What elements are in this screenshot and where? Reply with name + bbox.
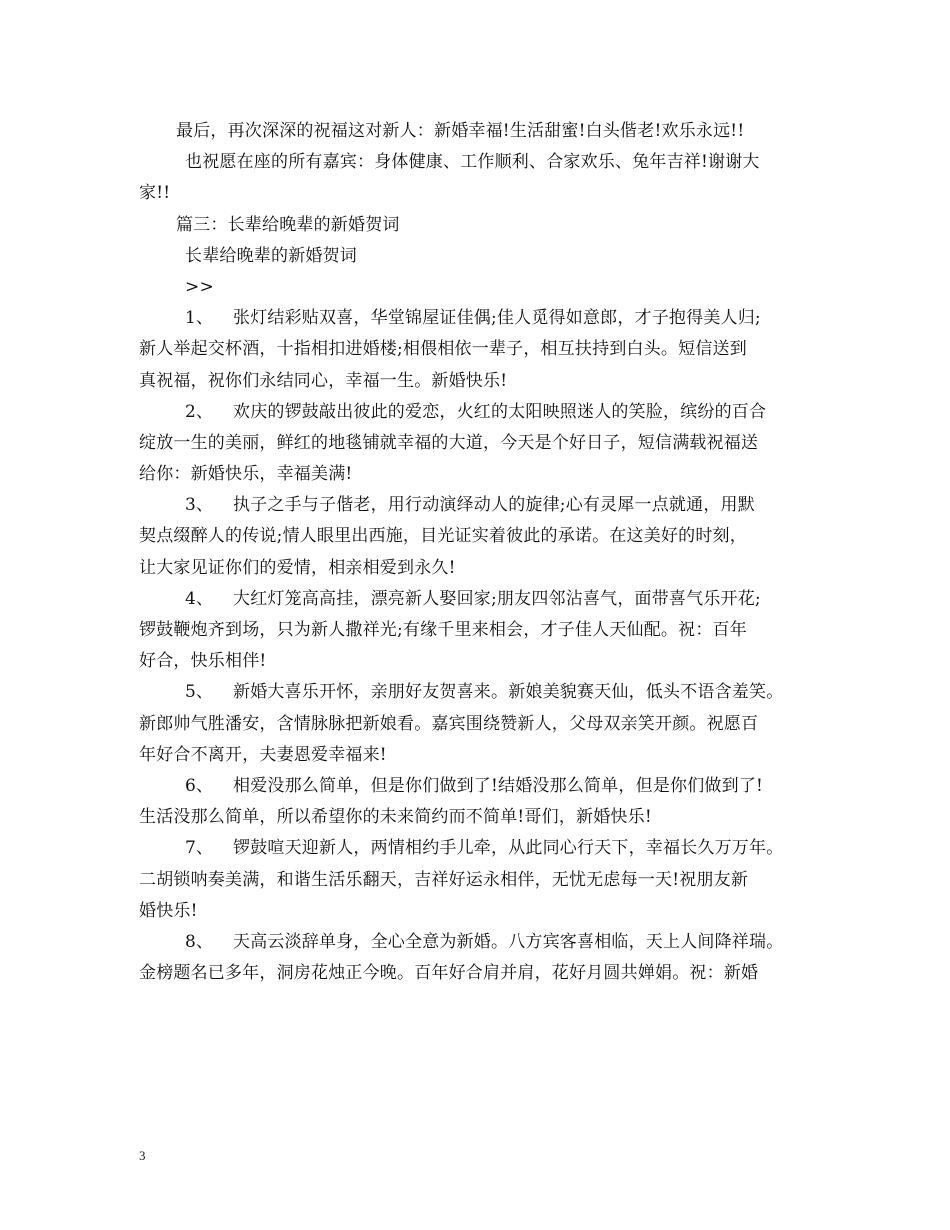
item-text: 大红灯笼高高挂，漂亮新人娶回家;朋友四邻沾喜气，面带喜气乐开花; bbox=[233, 588, 761, 609]
item-text: 欢庆的锣鼓敲出彼此的爱恋，火红的太阳映照迷人的笑脸，缤纷的百合 bbox=[233, 401, 767, 422]
item-text: 新婚大喜乐开怀，亲朋好友贺喜来。新娘美貌赛天仙，低头不语含羞笑。 bbox=[233, 682, 784, 703]
list-item-7-line: 婚快乐! bbox=[139, 900, 198, 921]
list-item-7-line: 二胡锁呐奏美满，和谐生活乐翻天，吉祥好运永相伴，无忧无虑每一天!祝朋友新 bbox=[139, 869, 749, 890]
list-item-8-line: 金榜题名已多年，洞房花烛正今晚。百年好合肩并肩，花好月圆共婵娟。祝：新婚 bbox=[139, 963, 759, 984]
article-title: 长辈给晚辈的新婚贺词 bbox=[185, 245, 357, 266]
list-item-6-line: 生活没那么简单，所以希望你的未来简约而不简单!哥们，新婚快乐! bbox=[139, 807, 652, 828]
item-number: 3、 bbox=[185, 495, 214, 516]
list-item-3-first-line bbox=[139, 490, 829, 521]
item-number: 2、 bbox=[185, 401, 214, 422]
item-number: 5、 bbox=[185, 682, 214, 703]
item-number: 1、 bbox=[185, 308, 214, 329]
list-item-5-first-line bbox=[139, 677, 829, 708]
document-body bbox=[139, 116, 829, 989]
closing-blessing-line: 最后，再次深深的祝福这对新人：新婚幸福!生活甜蜜!白头偕老!欢乐永远!! bbox=[176, 121, 745, 141]
list-item-2-line: 绽放一生的美丽，鲜红的地毯铺就幸福的大道，今天是个好日子，短信满载祝福送 bbox=[139, 432, 759, 453]
list-item-6-first-line bbox=[139, 771, 829, 802]
list-item-5-line: 年好合不离开，夫妻恩爱幸福来! bbox=[139, 744, 387, 765]
item-text: 天高云淡辞单身，全心全意为新婚。八方宾客喜相临，天上人间降祥瑞。 bbox=[233, 931, 784, 952]
list-item-3-line: 让大家见证你们的爱情，相亲相爱到永久! bbox=[139, 557, 456, 578]
item-number: 4、 bbox=[185, 588, 214, 609]
list-item-7-first-line bbox=[139, 833, 829, 864]
list-item-1-line: 新人举起交杯酒，十指相扣进婚楼;相偎相依一辈子，相互扶持到白头。短信送到 bbox=[139, 339, 747, 360]
item-number: 8、 bbox=[185, 931, 214, 952]
list-item-4-line: 锣鼓鞭炮齐到场，只为新人撒祥光;有缘千里来相会，才子佳人天仙配。祝：百年 bbox=[139, 620, 747, 640]
list-item-8-first-line bbox=[139, 927, 829, 958]
list-item-3-line: 契点缀醉人的传说;情人眼里出西施，目光证实着彼此的承诺。在这美好的时刻， bbox=[139, 526, 747, 547]
guest-blessing-line: 也祝愿在座的所有嘉宾：身体健康、工作顺利、合家欢乐、兔年吉祥!谢谢大 bbox=[185, 152, 760, 173]
item-text: 张灯结彩贴双喜，华堂锦屋证佳偶;佳人觅得如意郎，才子抱得美人归; bbox=[233, 308, 761, 329]
list-item-2-first-line bbox=[139, 397, 829, 428]
list-item-1-first-line bbox=[139, 303, 829, 334]
section-heading: 篇三：长辈给晚辈的新婚贺词 bbox=[176, 214, 400, 235]
item-text: 相爱没那么简单，但是你们做到了!结婚没那么简单，但是你们做到了! bbox=[233, 775, 764, 796]
list-item-5-line: 新郎帅气胜潘安，含情脉脉把新娘看。嘉宾围绕赞新人，父母双亲笑开颜。祝愿百 bbox=[139, 713, 759, 734]
list-marker: >> bbox=[185, 276, 214, 297]
item-number: 7、 bbox=[185, 838, 214, 859]
page-number: 3 bbox=[139, 1148, 146, 1163]
list-item-2-line: 给你：新婚快乐，幸福美满! bbox=[139, 464, 353, 485]
list-item-1-line: 真祝福，祝你们永结同心，幸福一生。新婚快乐! bbox=[139, 370, 508, 391]
item-text: 锣鼓喧天迎新人，两情相约手儿牵，从此同心行天下，幸福长久万万年。 bbox=[233, 838, 784, 859]
list-item-4-line: 好合，快乐相伴! bbox=[139, 651, 267, 672]
list-item-4-first-line bbox=[139, 584, 829, 615]
item-number: 6、 bbox=[185, 775, 214, 796]
item-text: 执子之手与子偕老，用行动演绎动人的旋律;心有灵犀一点就通，用默 bbox=[233, 495, 755, 516]
guest-blessing-line-end: 家!! bbox=[139, 183, 171, 204]
